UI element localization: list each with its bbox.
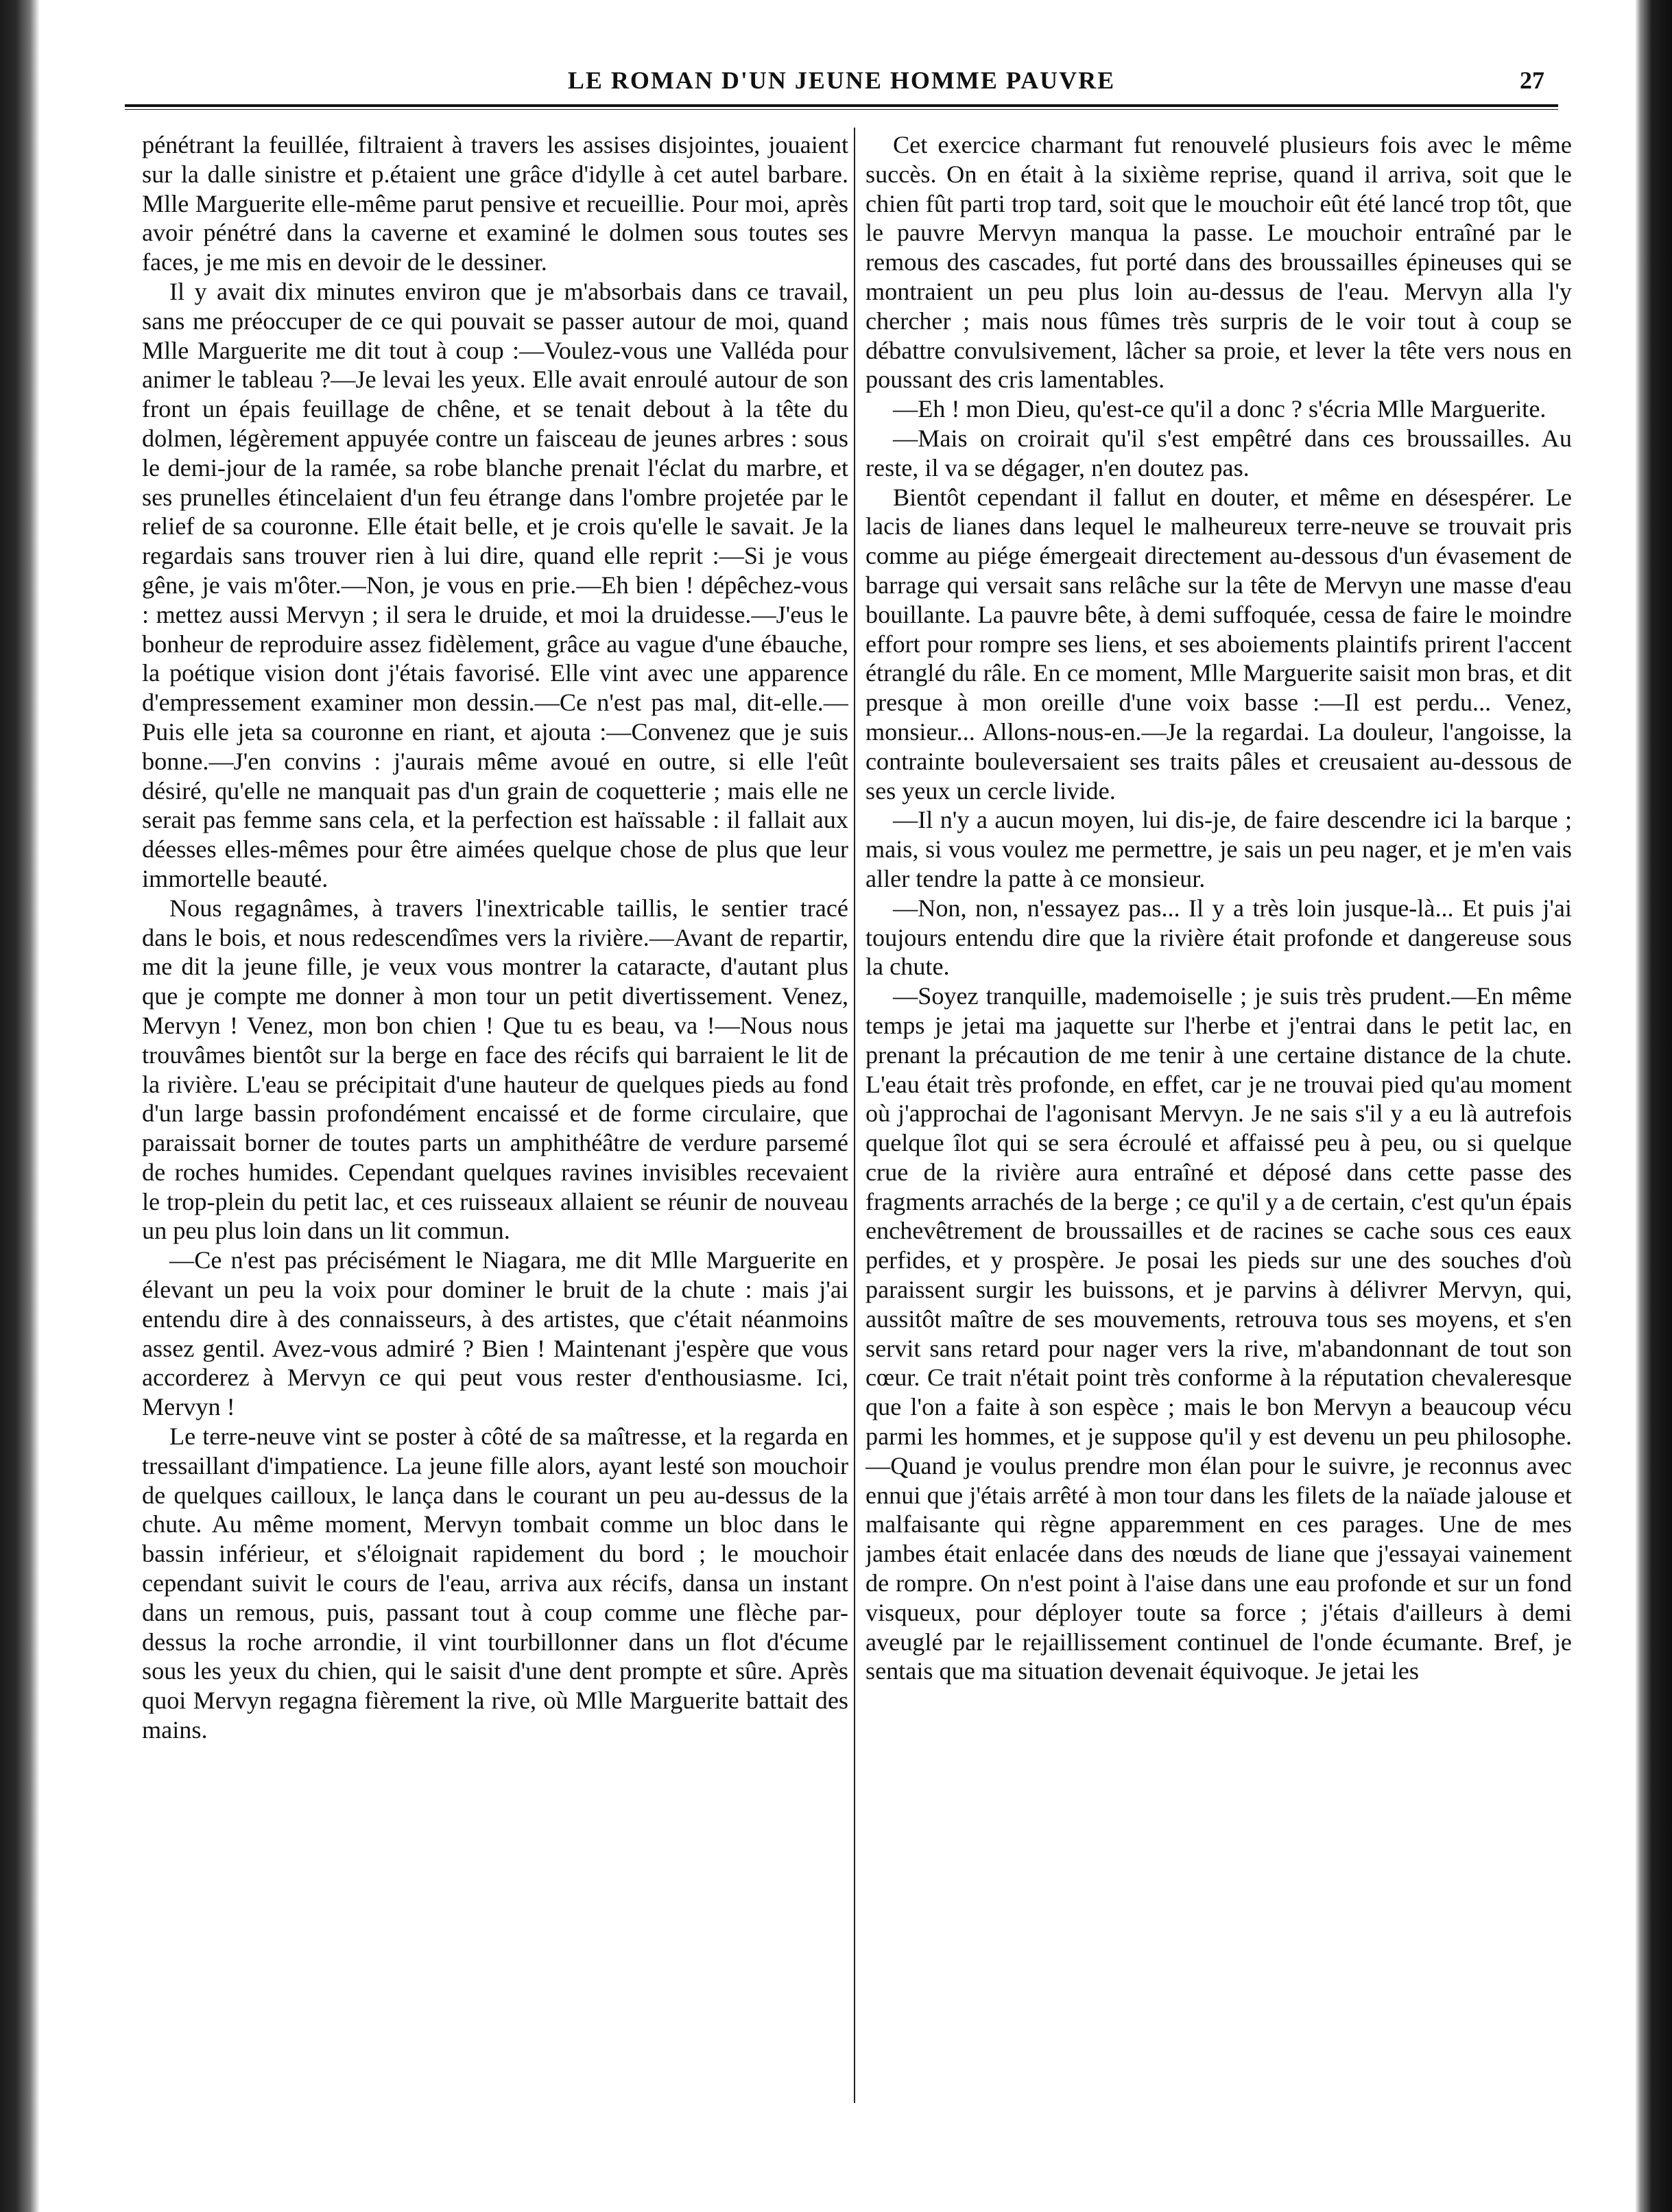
- page-number: 27: [1520, 67, 1544, 94]
- page-header: [125, 66, 1558, 97]
- left-column: [142, 130, 848, 2140]
- paragraph: Bientôt cependant il fallut en douter, et même en désespérer. Le lacis de lianes dans lequel le malheureux terre-neuve se trouvait pris comme au piége émergeait directement au-dessous d'un évasement de barrage qui versait sans relâche sur la tête de Mervyn une masse d'eau bouillante. La pauvre bête, à demi suffoquée, cessa de faire le moindre effort pour rompre ses liens, et ses aboiements plaintifs prirent l'accent étranglé du râle. En ce moment, Mlle Marguerite saisit mon bras, et dit presque à mon oreille d'une voix basse :—Il est perdu... Venez, monsieur... Allons-nous-en.—Je la regardai. La douleur, l'angoisse, la contrainte bouleversaient ses traits pâles et creusaient au-dessous de ses yeux un cercle livide.: [865, 483, 1572, 805]
- paragraph: —Mais on croirait qu'il s'est empêtré dans ces broussailles. Au reste, il va se dégager, n'en doutez pas.: [865, 424, 1572, 481]
- page-edge-shadow: [1635, 0, 1672, 2212]
- header-rule: [125, 104, 1558, 110]
- paragraph: Nous regagnâmes, à travers l'inextricable taillis, le sentier tracé dans le bois, et nous redescendîmes vers la rivière.—Avant de repartir, me dit la jeune fille, je veux vous montrer la cataracte, d'autant plus que je compte me donner à mon tour un petit divertissement. Venez, Mervyn ! Venez, mon bon chien ! Que tu es beau, va !—Nous nous trouvâmes bientôt sur la berge en face des récifs qui barraient le lit de la rivière. L'eau se précipitait d'une hauteur de quelques pieds au fond d'un large bassin profondément encaissé et de forme circulaire, que paraissait borner de toutes parts un amphithéâtre de verdure parsemé de roches humides. Cependant quelques ravines invisibles recevaient le trop-plein du petit lac, et ces ruisseaux allaient se réunir de nouveau un peu plus loin dans un lit commun.: [142, 894, 848, 1245]
- paragraph: Il y avait dix minutes environ que je m'absorbais dans ce travail, sans me préoccuper de ce qui pouvait se passer autour de moi, quand Mlle Marguerite me dit tout à coup :—Voulez-vous une Valléda pour animer le tableau ?—Je levai les yeux. Elle avait enroulé autour de son front un épais feuillage de chêne, et se tenait debout à la tête du dolmen, légèrement appuyée contre un faisceau de jeunes arbres : sous le demi-jour de la ramée, sa robe blanche prenait l'éclat du marbre, et ses prunelles étincelaient d'un feu étrange dans l'ombre projetée par le relief de sa couronne. Elle était belle, et je crois qu'elle le savait. Je la regardais sans trouver rien à lui dire, quand elle reprit :—Si je vous gêne, je vais m'ôter.—Non, je vous en prie.—Eh bien ! dépêchez-vous : mettez aussi Mervyn ; il sera le druide, et moi la druidesse.—J'eus le bonheur de reproduire assez fidèlement, grâce au vague d'une ébauche, la poétique vision dont j'étais favorisé. Elle vint avec une apparence d'empressement examiner mon dessin.—Ce n'est pas mal, dit-elle.—Puis elle jeta sa couronne en riant, et ajouta :—Convenez que je suis bonne.—J'en convins : j'aurais même avoué en outre, si elle l'eût désiré, qu'elle ne manquait pas d'un grain de coquetterie ; mais elle ne serait pas femme sans cela, et la perfection est haïssable : il fallait aux déesses elles-mêmes pour être aimées quelque chose de plus que leur immortelle beauté.: [142, 277, 848, 892]
- column-divider: [854, 128, 855, 2103]
- paragraph: —Non, non, n'essayez pas... Il y a très loin jusque-là... Et puis j'ai toujours entendu dire que la rivière était profonde et dangereuse sous la chute.: [865, 894, 1572, 981]
- paragraph: —Eh ! mon Dieu, qu'est-ce qu'il a donc ? s'écria Mlle Marguerite.: [893, 395, 1546, 423]
- paragraph: Le terre-neuve vint se poster à côté de sa maîtresse, et la regarda en tressaillant d'impatience. La jeune fille alors, ayant lesté son mouchoir de quelques cailloux, le lança dans le courant un peu au-dessus de la chute. Au même moment, Mervyn tombait comme un bloc dans le bassin inférieur, et s'éloignait rapidement du bord ; le mouchoir cependant suivit le cours de l'eau, arriva aux récifs, dansa un instant dans un remous, puis, passant tout à coup comme une flèche par-dessus la roche arrondie, il vint tourbillonner dans un flot d'écume sous les yeux du chien, qui le saisit d'une dent prompte et sûre. Après quoi Mervyn regagna fièrement la rive, où Mlle Marguerite battait des mains.: [142, 1423, 848, 1744]
- binding-shadow: [0, 0, 40, 2212]
- paragraph: —Soyez tranquille, mademoiselle ; je suis très prudent.—En même temps je jetai ma jaquette sur l'herbe et j'entrai dans le petit lac, en prenant la précaution de me tenir à une certaine distance de la chute. L'eau était très profonde, en effet, car je ne trouvai pied qu'au moment où j'approchai de l'agonisant Mervyn. Je ne sais s'il y a eu là autrefois quelque îlot qui se sera écroulé et affaissé peu à peu, ou si quelque crue de la rivière aura entraîné et déposé dans cette passe des fragments arrachés de la berge ; ce qu'il y a de certain, c'est qu'un épais enchevêtrement de broussailles et de racines se cache sous ces eaux perfides, et y prospère. Je posai les pieds sur une des souches d'où paraissent surgir les buissons, et je parvins à délivrer Mervyn, qui, aussitôt maître de ses mouvements, retrouva tous ses moyens, et s'en servit sans retard pour nager vers la rive, m'abandonnant de tout son cœur. Ce trait n'était point très conforme à la réputation chevaleresque que l'on a faite à son espèce ; mais le bon Mervyn a beaucoup vécu parmi les hommes, et je suppose qu'il y est devenu un peu philosophe.—Quand je voulus prendre mon élan pour le suivre, je reconnus avec ennui que j'étais arrêté à mon tour dans les filets de la naïade jalouse et malfaisante qui règne apparemment en ces parages. Une de mes jambes était enlacée dans des nœuds de liane que j'essayai vainement de rompre. On n'est point à l'aise dans une eau profonde et sur un fond visqueux, pour déployer toute sa force ; j'étais d'ailleurs à demi aveuglé par le rejaillissement continuel de l'onde écumante. Bref, je sentais que ma situation devenait équivoque. Je jetai les: [865, 982, 1572, 1685]
- paragraph: pénétrant la feuillée, filtraient à travers les assises disjointes, jouaient sur la dalle sinistre et p.étaient une grâce d'idylle à cet autel barbare. Mlle Marguerite elle-même parut pensive et recueillie. Pour moi, après avoir pénétré dans la caverne et examiné le dolmen sous toutes ses faces, je me mis en devoir de le dessiner.: [142, 131, 848, 276]
- running-title: LE ROMAN D'UN JEUNE HOMME PAUVRE: [567, 67, 1116, 94]
- right-column: [865, 130, 1572, 2140]
- paragraph: —Ce n'est pas précisément le Niagara, me dit Mlle Marguerite en élevant un peu la voix pour dominer le bruit de la chute : mais j'ai entendu dire à des connaisseurs, à des artistes, que c'était néanmoins assez gentil. Avez-vous admiré ? Bien ! Maintenant j'espère que vous accorderez à Mervyn ce qui peut vous rester d'enthousiasme. Ici, Mervyn !: [142, 1246, 848, 1421]
- paragraph: Cet exercice charmant fut renouvelé plusieurs fois avec le même succès. On en était à la sixième reprise, quand il arriva, soit que le chien fût parti trop tard, soit que le mouchoir eût été lancé trop tôt, que le pauvre Mervyn manqua la passe. Le mouchoir entraîné par le remous des cascades, fut porté dans des broussailles épineuses qui se montraient un peu plus loin au-dessus de l'eau. Mervyn alla l'y chercher ; mais nous fûmes très surpris de le voir tout à coup se débattre convulsivement, lâcher sa proie, et lever la tête vers nous en poussant des cris lamentables.: [865, 131, 1572, 394]
- paragraph: —Il n'y a aucun moyen, lui dis-je, de faire descendre ici la barque ; mais, si vous voulez me permettre, je sais un peu nager, et je m'en vais aller tendre la patte à ce monsieur.: [865, 806, 1572, 892]
